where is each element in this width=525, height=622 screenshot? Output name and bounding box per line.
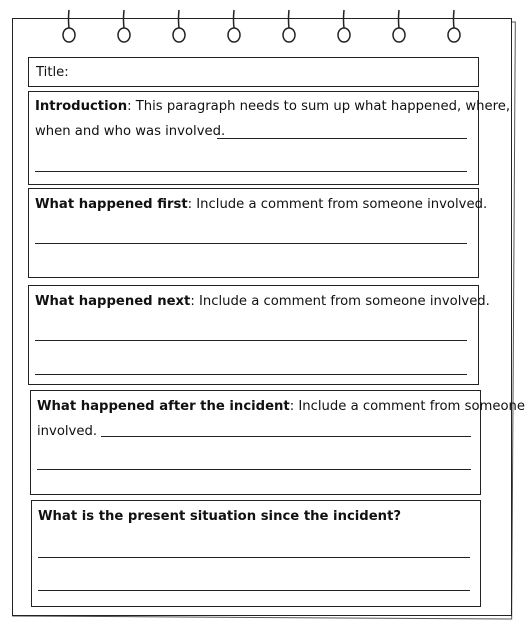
writing-line[interactable] [35,374,467,375]
present-situation-section [31,500,481,607]
introduction-heading: Introduction [35,99,128,114]
introduction-section [28,91,511,185]
first-prompt: What happened first: Include a comment from someone involved. [35,197,488,212]
writing-line[interactable] [35,340,467,341]
ring-icon [228,10,240,42]
ring-icon [63,10,75,42]
writing-line[interactable] [35,243,467,244]
writing-line[interactable] [38,590,470,591]
introduction-prompt-line2: when and who was involved. [35,124,226,139]
present-heading: What is the present situation since the incident? [38,509,402,524]
next-prompt: What happened next: Include a comment from someone involved. [35,294,490,309]
after-prompt-line2: involved. [37,424,98,439]
what-happened-first-section [28,188,488,278]
what-happened-after-section [30,390,525,495]
ring-icon [338,10,350,42]
ring-icon [283,10,295,42]
writing-line[interactable] [217,138,467,139]
first-heading: What happened first [35,197,188,212]
next-heading: What happened next [35,294,191,309]
writing-line[interactable] [37,469,471,470]
what-happened-next-section [28,285,490,385]
writing-line[interactable] [101,436,471,437]
ring-icon [173,10,185,42]
ring-icon [118,10,130,42]
title-field[interactable] [28,57,479,87]
after-prompt-line1: What happened after the incident: Include a comment from someone [37,399,525,414]
spiral-binding-rings [0,0,525,50]
writing-line[interactable] [35,171,467,172]
introduction-prompt-line1: Introduction: This paragraph needs to sum up what happened, where, [35,99,511,114]
title-label: Title: [36,65,69,80]
ring-icon [448,10,460,42]
ring-icon [393,10,405,42]
after-heading: What happened after the incident [37,399,290,414]
writing-line[interactable] [38,557,470,558]
